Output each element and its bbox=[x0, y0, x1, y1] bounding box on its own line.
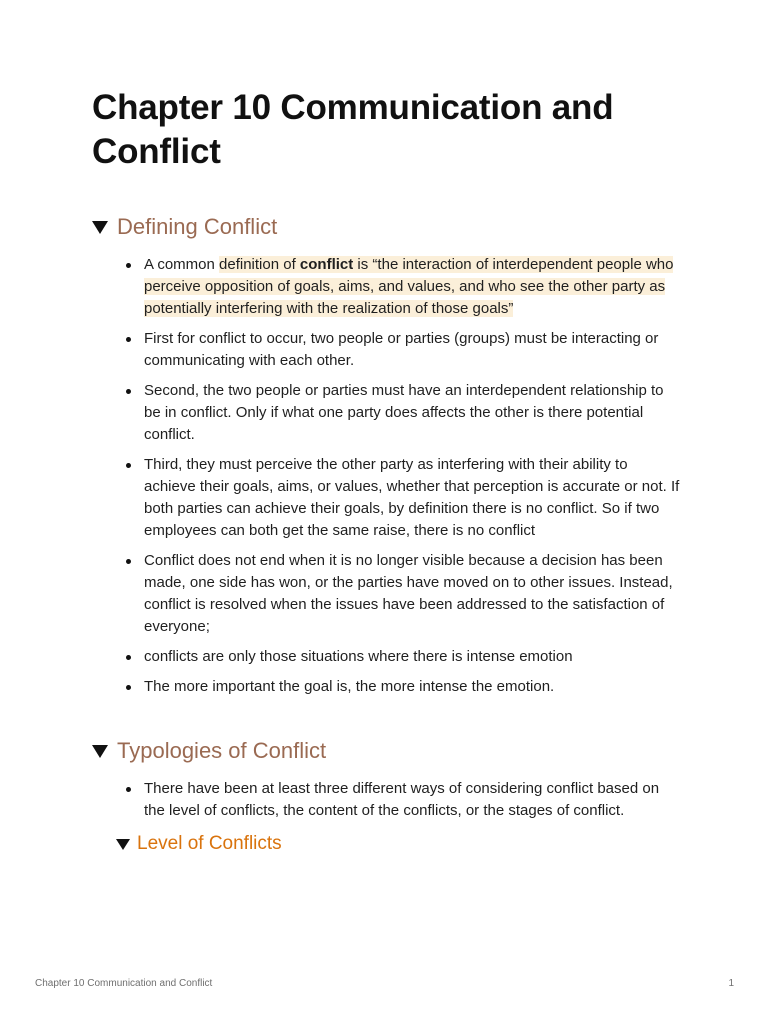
highlighted-text: definition of bbox=[219, 256, 300, 273]
list-item: Third, they must perceive the other party as interfering with their ability to achieve their goals, aims, or values, whether that perception is accurate or not. If both parties can achieve their goals, by definition there is no conflict. So if two employees can both get the same raise, there is no conflict bbox=[122, 454, 682, 542]
footer-page-number: 1 bbox=[728, 978, 734, 989]
page-title: Chapter 10 Communication and Conflict bbox=[92, 88, 614, 171]
highlighted-text: is “the interaction of interdependent people who perceive opposition of goals, aims, and values, and who see the other party as potentially interfering with the realization of those goals” bbox=[144, 256, 674, 317]
toggle-triangle-down-icon[interactable] bbox=[116, 839, 130, 850]
bullet-list-typologies bbox=[122, 778, 682, 822]
subsection-heading: Level of Conflicts bbox=[137, 833, 282, 854]
list-item bbox=[122, 254, 682, 320]
footer-title: Chapter 10 Communication and Conflict bbox=[35, 978, 213, 989]
toggle-triangle-down-icon[interactable] bbox=[92, 745, 108, 758]
list-item: Second, the two people or parties must have an interdependent relationship to be in conflict. Only if what one party does affects the other is there potential conflict. bbox=[122, 380, 682, 446]
list-item: There have been at least three different ways of considering conflict based on the level of conflicts, the content of the conflicts, or the stages of conflict. bbox=[122, 778, 682, 822]
bullet-list-defining-conflict bbox=[122, 254, 682, 698]
list-item: conflicts are only those situations where there is intense emotion bbox=[122, 646, 682, 668]
bold-term: conflict bbox=[299, 256, 354, 273]
list-item: Conflict does not end when it is no longer visible because a decision has been made, one side has won, or the parties have moved on to other issues. Instead, conflict is resolved when the issues have been addressed to the satisfaction of everyone; bbox=[122, 550, 682, 638]
section-heading: Typologies of Conflict bbox=[117, 738, 327, 763]
toggle-heading-level-of-conflicts[interactable] bbox=[116, 830, 692, 858]
toggle-triangle-down-icon[interactable] bbox=[92, 221, 108, 234]
section-heading: Defining Conflict bbox=[117, 214, 278, 239]
toggle-heading-defining-conflict[interactable] bbox=[92, 210, 692, 244]
list-item: First for conflict to occur, two people or parties (groups) must be interacting or communicating with each other. bbox=[122, 328, 682, 372]
list-item-text: A common bbox=[144, 256, 220, 273]
toggle-heading-typologies-of-conflict[interactable] bbox=[92, 734, 692, 768]
list-item: The more important the goal is, the more intense the emotion. bbox=[122, 676, 682, 698]
page-content bbox=[92, 86, 692, 858]
